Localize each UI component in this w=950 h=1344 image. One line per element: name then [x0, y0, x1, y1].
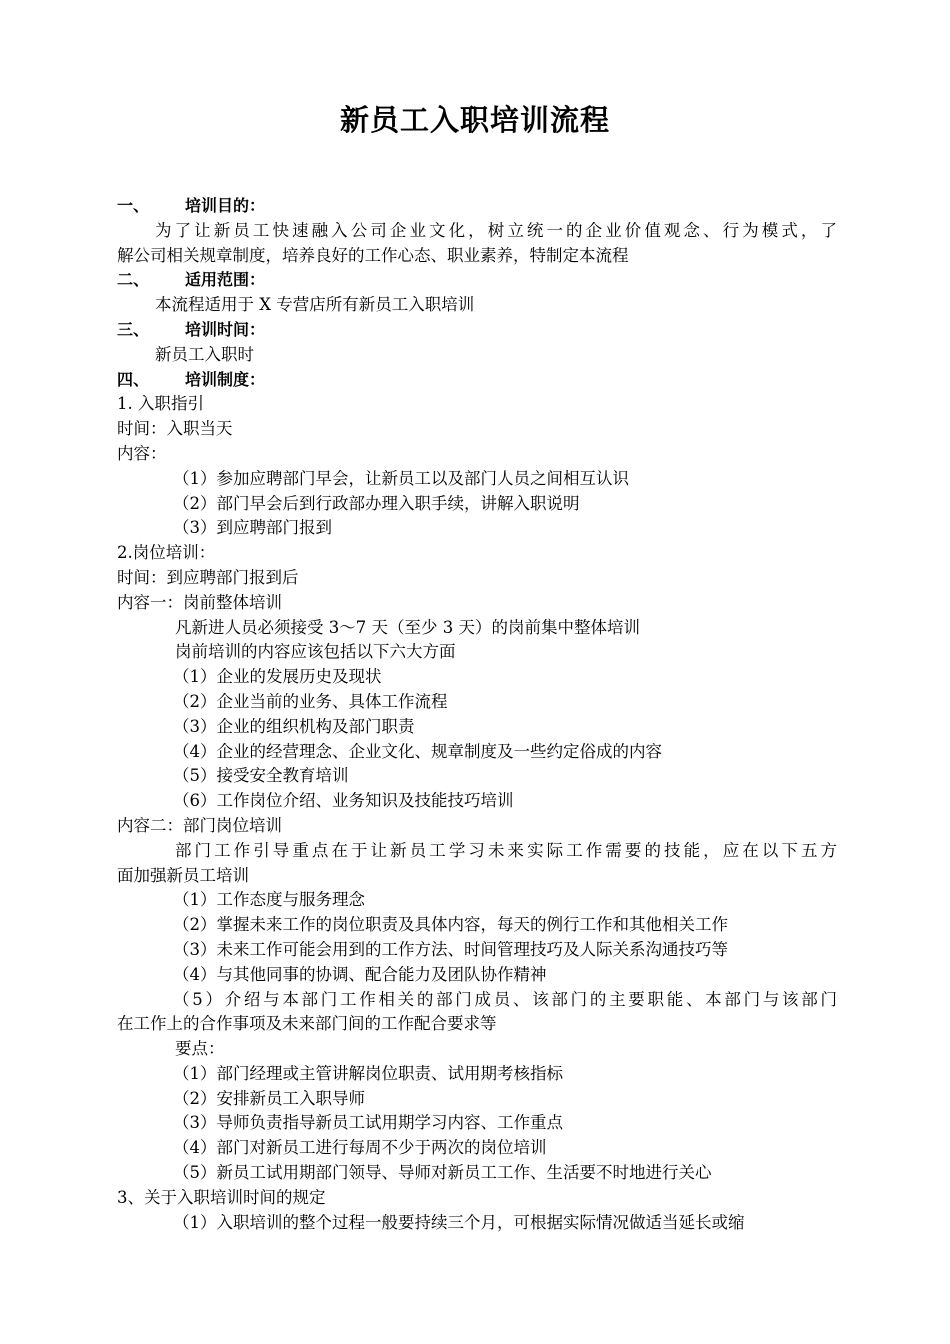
section-number: 一、 [117, 196, 150, 215]
paragraph-line: 要点： [175, 1039, 225, 1059]
paragraph-line: 时间：入职当天 [117, 419, 233, 439]
list-item: （6）工作岗位介绍、业务知识及技能技巧培训 [173, 791, 514, 811]
paragraph-line: 内容二：部门岗位培训 [117, 815, 282, 835]
section-title: 培训制度： [185, 369, 266, 389]
paragraph-line: 岗前培训的内容应该包括以下六大方面 [175, 642, 456, 662]
paragraph-line: 面加强新员工培训 [117, 865, 249, 885]
section-title: 培训目的： [185, 196, 266, 215]
list-item: （3）到应聘部门报到 [173, 518, 332, 538]
list-item: （5）新员工试用期部门领导、导师对新员工工作、生活要不时地进行关心 [173, 1163, 712, 1183]
list-item: （2）企业当前的业务、具体工作流程 [173, 691, 448, 711]
section-heading-1 [117, 194, 837, 219]
paragraph-line: 解公司相关规章制度，培养良好的工作心态、职业素养，特制定本流程 [117, 245, 629, 265]
subsection-title: 2.岗位培训： [117, 543, 216, 563]
subsection-title: 1. 入职指引 [117, 394, 204, 414]
paragraph-line: 新员工入职时 [155, 344, 254, 364]
section-heading-4 [117, 368, 837, 393]
paragraph-line: 内容一：岗前整体培训 [117, 592, 282, 612]
list-item: （3）未来工作可能会用到的工作方法、时间管理技巧及人际关系沟通技巧等 [173, 939, 728, 959]
list-item: （5）接受安全教育培训 [173, 766, 349, 786]
paragraph-line: 为了让新员工快速融入公司企业文化，树立统一的企业价值观念、行为模式，了 [155, 220, 837, 240]
paragraph-line: 时间：到应聘部门报到后 [117, 567, 299, 587]
list-item: （2）安排新员工入职导师 [173, 1088, 365, 1108]
list-item: （1）参加应聘部门早会，让新员工以及部门人员之间相互认识 [173, 468, 629, 488]
paragraph-line: 凡新进人员必须接受 3～7 天（至少 3 天）的岗前集中整体培训 [175, 617, 640, 637]
section-heading-3 [117, 318, 837, 343]
list-item: （1）部门经理或主管讲解岗位职责、试用期考核指标 [173, 1063, 563, 1083]
list-item: （1）企业的发展历史及现状 [173, 667, 382, 687]
list-item: （4）部门对新员工进行每周不少于两次的岗位培训 [173, 1138, 547, 1158]
section-title: 培训时间： [185, 319, 266, 339]
section-heading-2 [117, 268, 837, 293]
paragraph-line: 本流程适用于 X 专营店所有新员工入职培训 [155, 295, 475, 315]
section-number: 二、 [117, 270, 150, 290]
list-item: （3）企业的组织机构及部门职责 [173, 716, 415, 736]
list-item: （2）部门早会后到行政部办理入职手续，讲解入职说明 [173, 493, 580, 513]
paragraph-line: 部门工作引导重点在于让新员工学习未来实际工作需要的技能，应在以下五方 [175, 840, 837, 860]
list-item: （4）与其他同事的协调、配合能力及团队协作精神 [173, 964, 547, 984]
list-item: （3）导师负责指导新员工试用期学习内容、工作重点 [173, 1113, 563, 1133]
section-number: 四、 [117, 369, 150, 389]
paragraph-line: 在工作上的合作事项及未来部门间的工作配合要求等 [117, 1014, 497, 1034]
document-body [117, 194, 837, 1235]
list-item: （1）入职培训的整个过程一般要持续三个月，可根据实际情况做适当延长或缩 [173, 1212, 745, 1232]
list-item: （5）介绍与本部门工作相关的部门成员、该部门的主要职能、本部门与该部门 [173, 989, 837, 1009]
document-title: 新员工入职培训流程 [339, 103, 610, 137]
list-item: （2）掌握未来工作的岗位职责及具体内容，每天的例行工作和其他相关工作 [173, 915, 728, 935]
section-number: 三、 [117, 319, 150, 339]
section-title: 适用范围： [185, 270, 266, 290]
list-item: （4）企业的经营理念、企业文化、规章制度及一些约定俗成的内容 [173, 741, 662, 761]
subsection-title: 3、关于入职培训时间的规定 [117, 1187, 326, 1207]
list-item: （1）工作态度与服务理念 [173, 890, 365, 910]
paragraph-line: 内容： [117, 443, 167, 463]
